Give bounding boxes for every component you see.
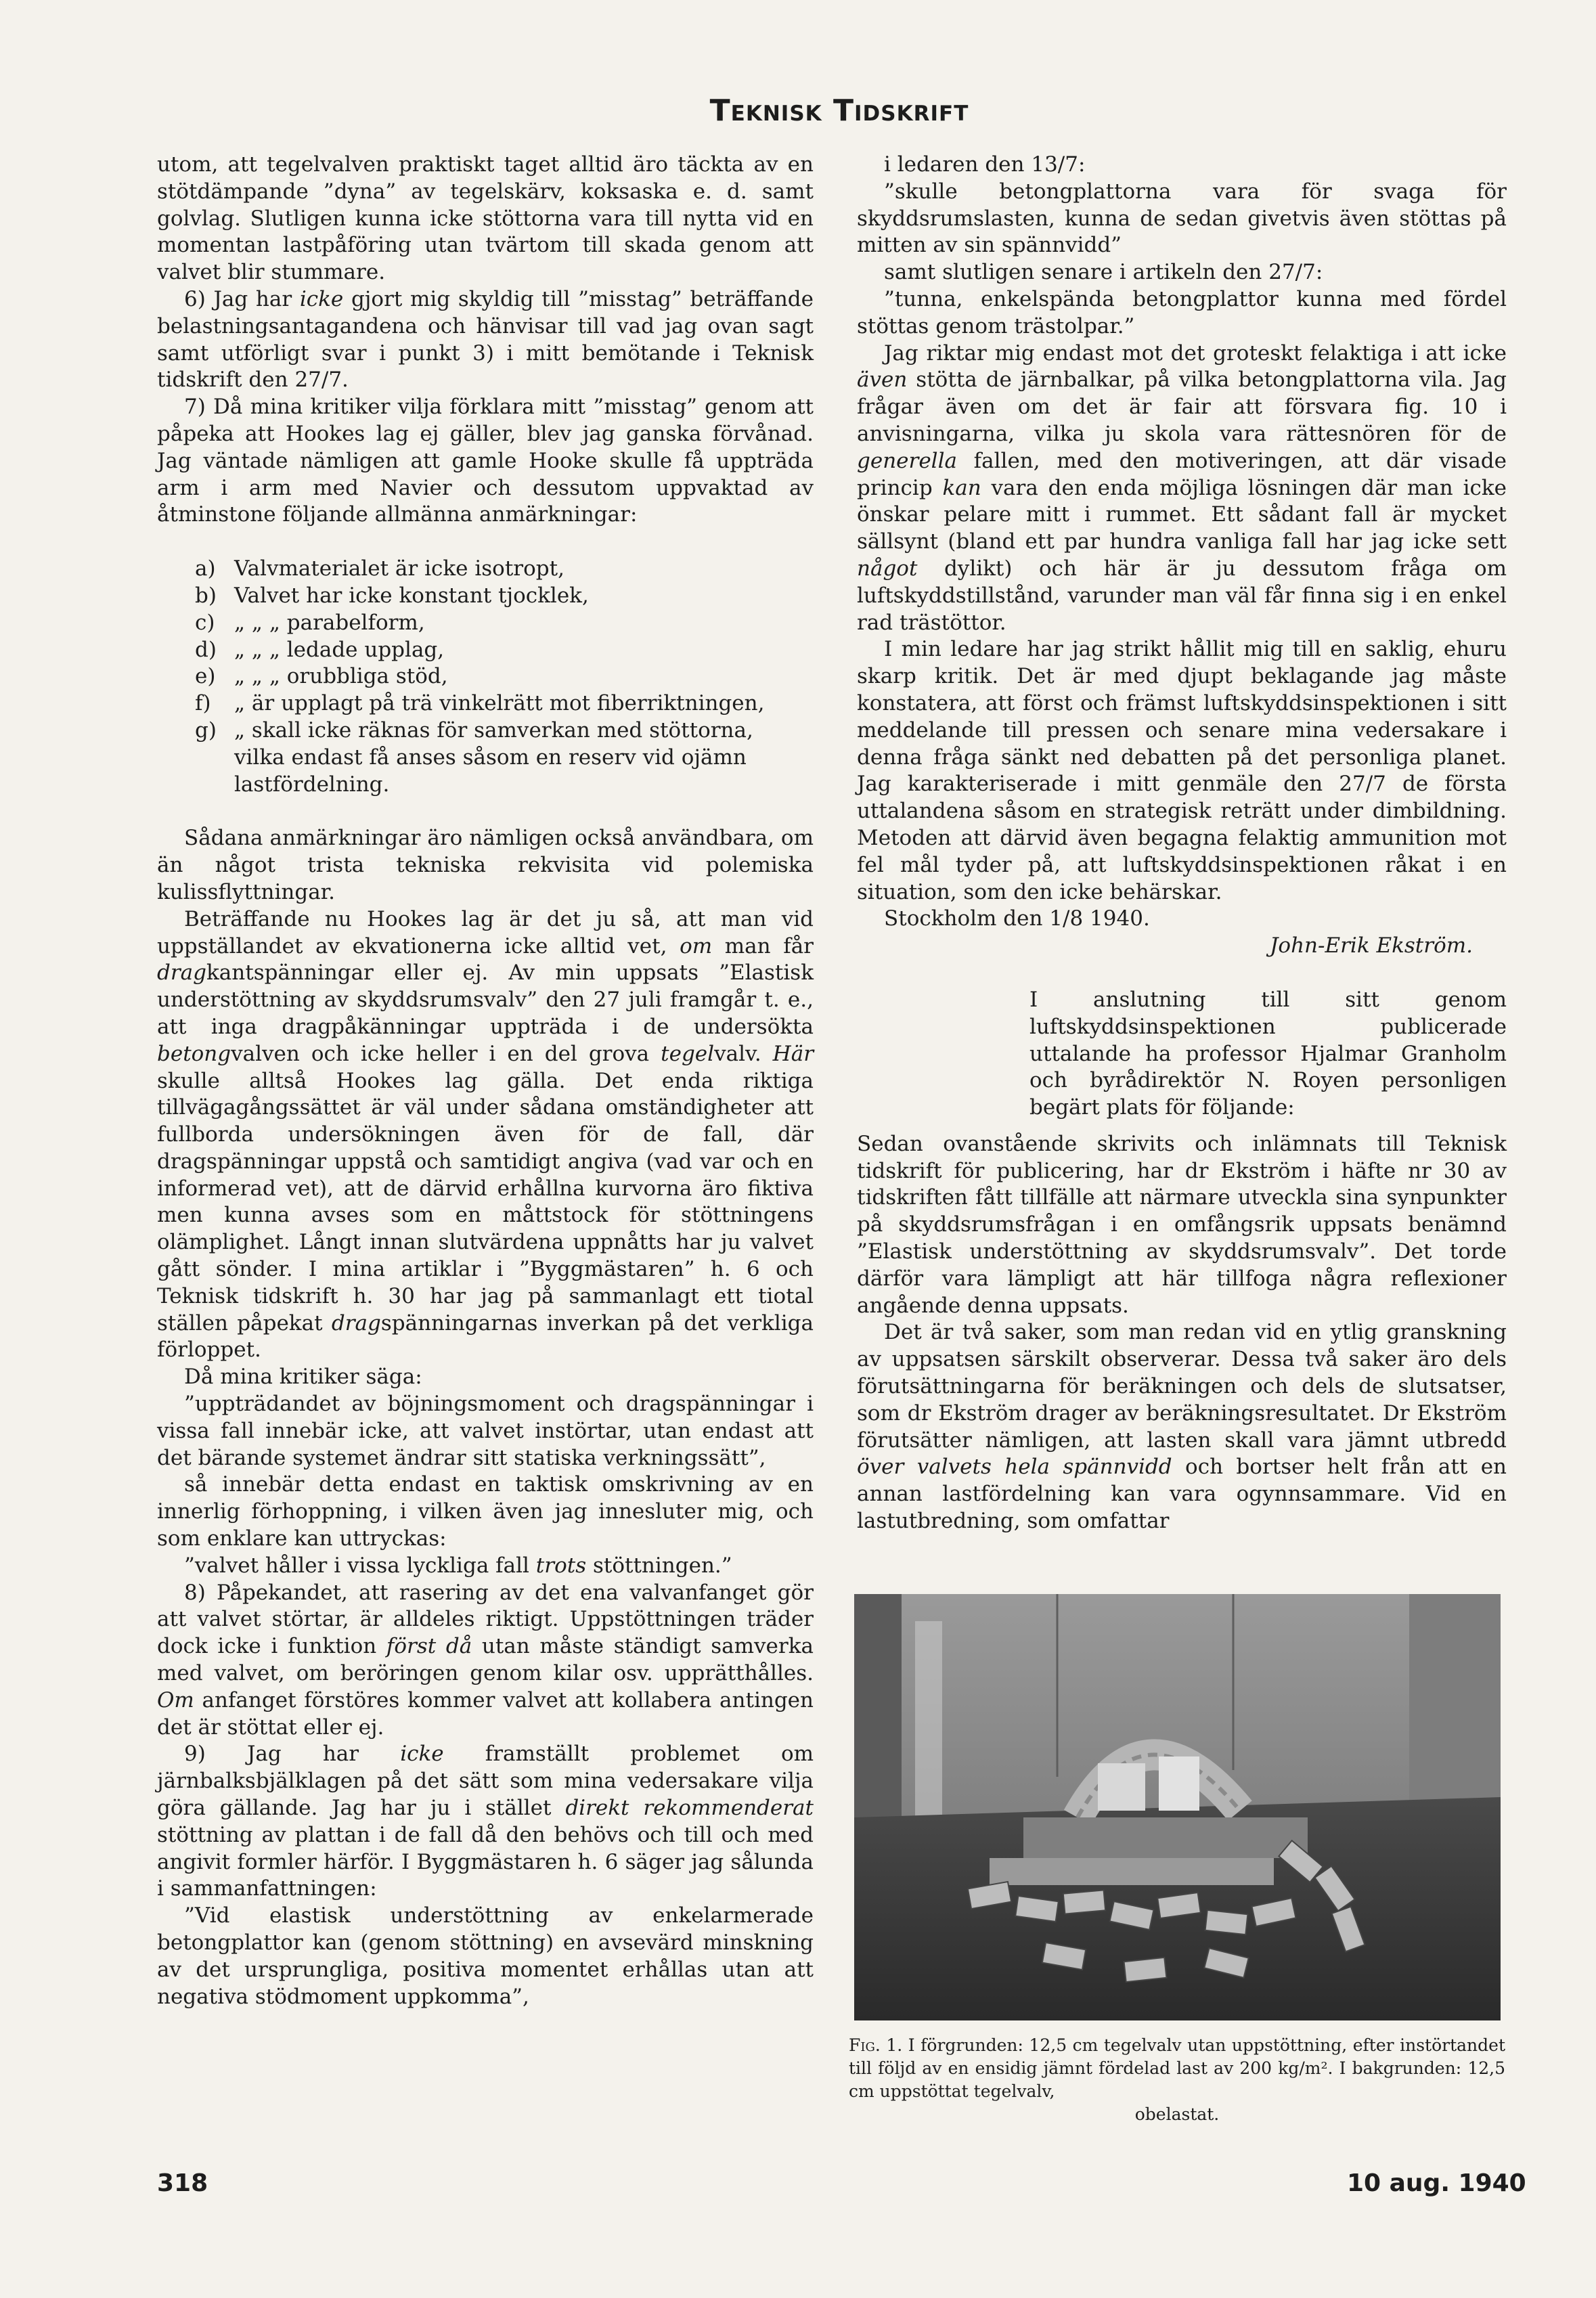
right-column: [857, 152, 1507, 1535]
paragraph: samt slutligen senare i artikeln den 27/7:: [884, 260, 1323, 285]
paragraph: så innebär detta endast en taktisk omskrivning av en innerlig förhoppning, i vilken även jag innesluter mig, och som enklare kan uttryckas:: [157, 1472, 814, 1551]
list-item: f) „ är upplagt på trä vinkelrätt mot fiberriktningen,: [195, 691, 765, 716]
remarks-list: [195, 556, 814, 798]
journal-header: Teknisk Tidskrift: [709, 93, 969, 128]
figure-label: Fig. 1.: [849, 2035, 903, 2055]
left-column: [157, 152, 814, 2010]
figure-caption: [849, 2034, 1505, 2126]
quotation: ”skulle betongplattorna vara för svaga för skyddsrumslasten, kunna de sedan givetvis även stöttas på mitten av sin spännvidd”: [857, 179, 1507, 258]
place-date: Stockholm den 1/8 1940.: [884, 906, 1150, 931]
paragraph: i ledaren den 13/7:: [884, 152, 1086, 177]
editor-note: I anslutning till sitt genom luftskyddsinspektionen publicerade uttalande ha professor Hjalmar Granholm och byrådirektör N. Royen personligen begärt plats för följande:: [1029, 987, 1507, 1120]
paragraph-hookes-law: Beträffande nu Hookes lag är det ju så, att man vid uppställandet av ekvationerna icke alltid vet, om man får dragkantspänningar eller ej. Av min uppsats ”Elastisk understöttning av skyddsrumsvalv” den 27 juli framgår t. e., att inga dragpåkänningar uppträda i de undersökta betongvalven och icke heller i en del grova tegelvalv. Här skulle alltså Hookes lag gälla. Det enda riktiga tillvägagångssättet är väl under sådana omständigheter att fullborda undersökningen även för de fall, där dragspänningar uppstå och samtidigt angiva (vad var och en informerad vet), att de därvid erhållna kurvorna äro fiktiva men kunna avses som en måttstock för stöttningens olämplighet. Långt innan slutvärdena uppnåtts har ju valvet gått sönder. I mina artiklar i ”Byggmästaren” h. 6 och Teknisk tidskrift h. 30 har jag på sammanlagt ett tiotal ställen påpekat dragspänningarnas inverkan på det verkliga förloppet.: [157, 906, 814, 1363]
paragraph: Sedan ovanstående skrivits och inlämnats till Teknisk tidskrift för publicering, har dr Ekström i häfte nr 30 av tidskriften fått tillfälle att närmare utveckla sina synpunkter på skyddsrumsfrågan i en omfångsrik uppsats benämnd ”Elastisk understöttning av skyddsrumsvalv”. Det torde därför vara lämpligt att här tillfoga några reflexioner angående denna uppsats.: [857, 1131, 1507, 1318]
paragraph: Sådana anmärkningar äro nämligen också användbara, om än något trista tekniska rekvisita vid polemiska kulissflyttningar.: [157, 826, 814, 904]
list-item: d) „ „ „ ledade upplag,: [195, 637, 445, 662]
paragraph-point-9: 9) Jag har icke framställt problemet om järnbalksbjälklagen på det sätt som mina vedersakare vilja göra gällande. Jag har ju i stället direkt rekommenderat stöttning av plattan i de fall då den behövs och till och med angivit formler härför. I Byggmästaren h. 6 säger jag sålunda i sammanfattningen:: [157, 1742, 814, 1901]
quotation: ”valvet håller i vissa lyckliga fall trots stöttningen.”: [184, 1553, 732, 1578]
paragraph: Då mina kritiker säga:: [184, 1365, 422, 1390]
quotation: ”Vid elastisk understöttning av enkelarmerade betongplattor kan (genom stöttning) en avsevärd minskning av det ursprungliga, positiva momentet erhållas utan att negativa stödmoment uppkomma”,: [157, 1903, 814, 2009]
list-item: e) „ „ „ orubbliga stöd,: [195, 664, 448, 689]
quotation: ”tunna, enkelspända betongplattor kunna med fördel stöttas genom trästolpar.”: [857, 286, 1507, 338]
paragraph: Det är två saker, som man redan vid en ytlig granskning av uppsatsen särskilt observerar. Dessa två saker äro dels förutsättningarna för beräkningen och dels de slutsatser, som dr Ekström drager av beräkningsresultatet. Dr Ekström förutsätter nämligen, att lasten skall vara jämnt utbredd över valvets hela spännvidd och bortser helt från att en annan lastfördelning kan vara ogynnsammare. Vid en lastutbredning, som omfattar: [857, 1320, 1507, 1534]
paragraph: I min ledare har jag strikt hållit mig till en saklig, ehuru skarp kritik. Det är med djupt beklagande jag måste konstatera, att först och främst luftskyddsinspektionen i sitt meddelande till pressen och senare mina vedersakare i denna fråga sänkt ned debatten på det personliga planet. Jag karakteriserade i mitt genmäle den 27/7 de första uttalandena såsom en strategisk reträtt under dimbildning. Metoden att därvid även begagna felaktig ammunition mot fel mål tyder på, att luftskyddsinspektionen råkat i en situation, som den icke behärskar.: [857, 637, 1507, 904]
quotation: ”uppträdandet av böjningsmoment och dragspänningar i vissa fall innebär icke, att valvet instörtar, utan endast att det bärande systemet ändrar sitt statiska verkningssätt”,: [157, 1392, 814, 1470]
paragraph: utom, att tegelvalven praktiskt taget alltid äro täckta av en stötdämpande ”dyna” av tegelskärv, koksaska e. d. samt golvlag. Slutligen kunna icke stöttorna vara till nytta vid en momentan lastpåföring utan tvärtom till skada genom att valvet blir stummare.: [157, 152, 814, 285]
author-signature: John-Erik Ekström.: [1269, 933, 1473, 958]
page-number: 318: [157, 2169, 208, 2197]
list-item: b) Valvet har icke konstant tjocklek,: [195, 583, 589, 608]
paragraph-point-6: 6) Jag har icke gjort mig skyldig till ”misstag” beträffande belastningsantagandena och hänvisar till vad jag ovan sagt samt utförligt svar i punkt 3) i mitt bemötande i Teknisk tidskrift den 27/7.: [157, 286, 814, 393]
list-item: c) „ „ „ parabelform,: [195, 610, 425, 635]
figure-photo: [854, 1594, 1501, 2020]
paragraph: Jag riktar mig endast mot det groteskt felaktiga i att icke även stötta de järnbalkar, på vilka betongplattorna vila. Jag frågar även om det är fair att försvara fig. 10 i anvisningarna, vilka ju skola vara rättesnören för de generella fallen, med den motiveringen, att där visade princip kan vara den enda möjliga lösningen där man icke önskar pelare mitt i rummet. Ett sådant fall är mycket sällsynt (bland ett par hundra vanliga fall har jag icke sett något dylikt) och här är ju dessutom fråga om luftskyddstillstånd, varunder man väl får finna sig i en enkel rad trästöttor.: [857, 340, 1507, 635]
paragraph-point-8: 8) Påpekandet, att rasering av det ena valvanfanget gör att valvet störtar, är alldeles riktigt. Uppstöttningen träder dock icke i funktion först då utan måste ständigt samverka med valvet, om beröringen genom kilar osv. upprätthålles. Om anfanget förstöres kommer valvet att kollabera antingen det är stöttat eller ej.: [157, 1580, 814, 1740]
caption-text: I förgrunden: 12,5 cm tegelvalv utan uppstöttning, efter instörtandet till följd av en ensidig jämnt fördelad last av 200 kg/m². I bakgrunden: 12,5 cm uppstöttat tegelvalv,: [849, 2035, 1505, 2101]
paragraph-point-7: 7) Då mina kritiker vilja förklara mitt ”misstag” genom att påpeka att Hookes lag ej gäller, blev jag ganska förvånad. Jag väntade nämligen att gamle Hooke skulle få uppträda arm i arm med Navier och dessutom uppvaktad av åtminstone följande allmänna anmärkningar:: [157, 395, 814, 527]
caption-last-line: obelastat.: [1134, 2104, 1220, 2124]
list-item: a) Valvmaterialet är icke isotropt,: [195, 556, 564, 581]
list-item: g) „ skall icke räknas för samverkan med stöttorna, vilka endast få anses såsom en reserv vid ojämn lastfördelning.: [195, 717, 753, 797]
issue-date: 10 aug. 1940: [1347, 2169, 1526, 2197]
